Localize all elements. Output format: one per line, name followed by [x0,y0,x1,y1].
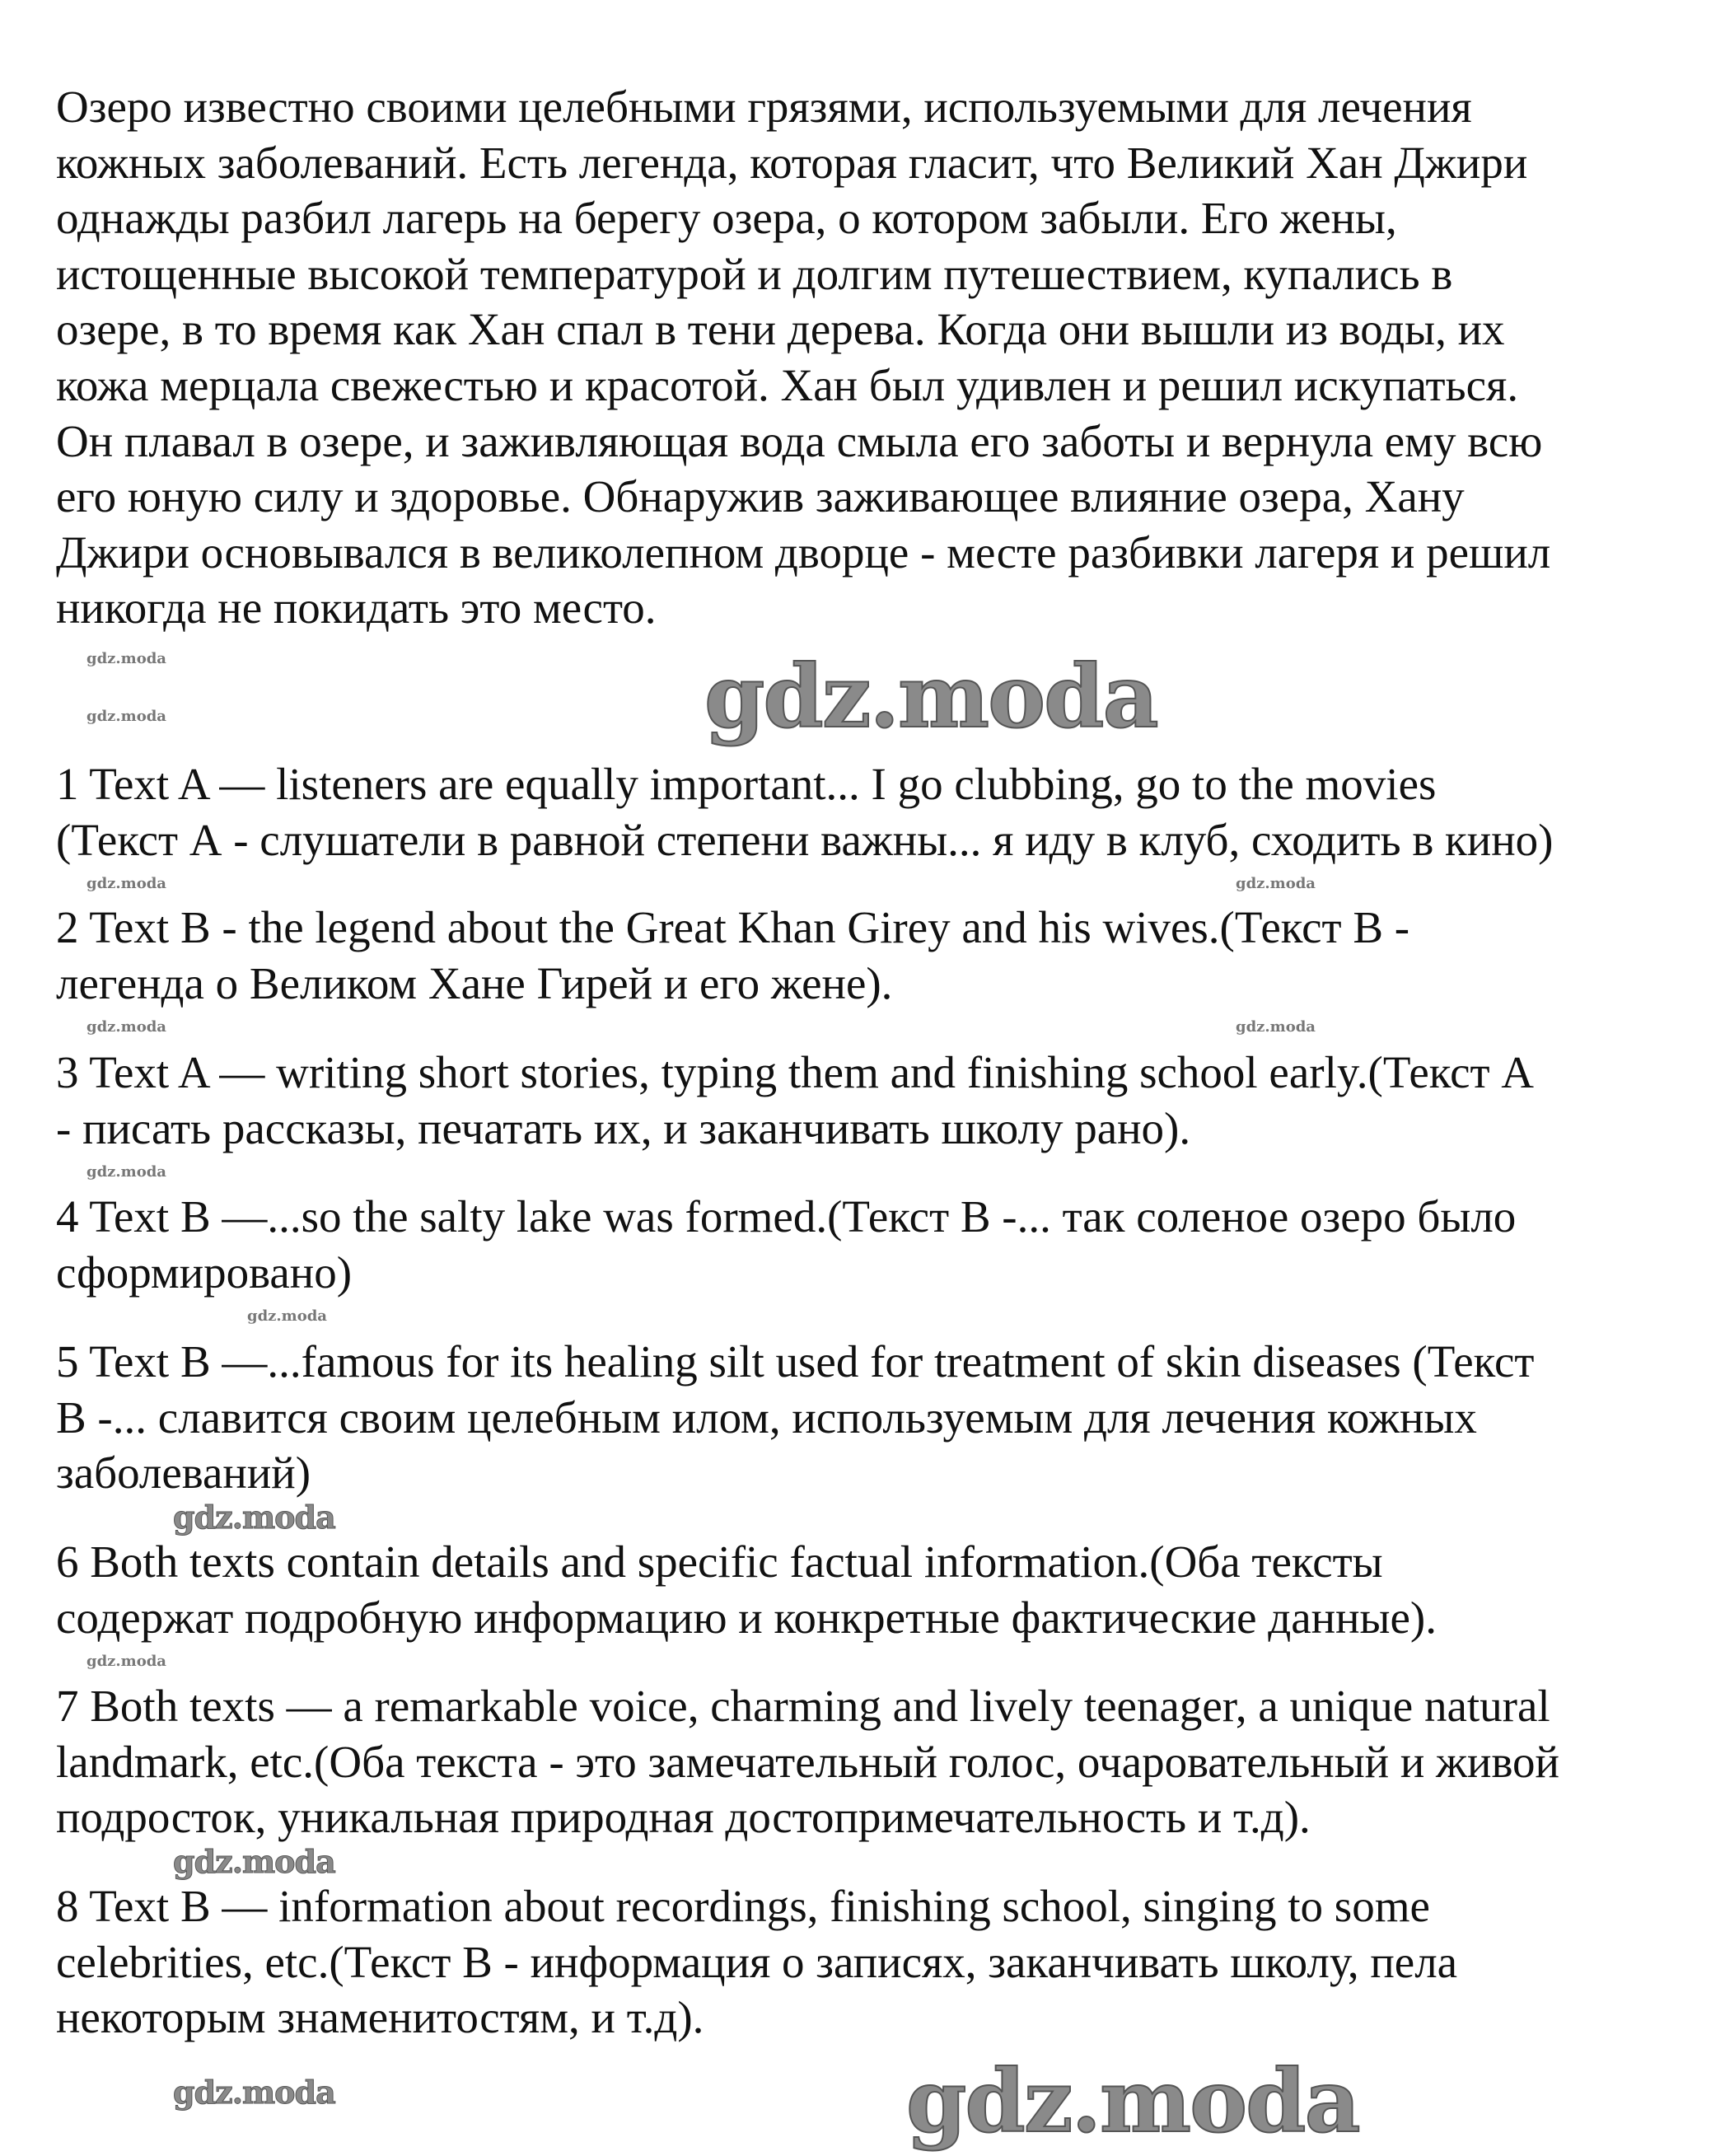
answer-line: 6 Both texts contain details and specific factual information.(Оба тексты [56,1536,1383,1587]
answer-line: сформировано) [56,1246,353,1298]
watermark: gdz.moda [173,1499,335,1536]
answer-line: 5 Text B —...famous for its healing silt used for treatment of skin diseases (Текст [56,1336,1535,1387]
answer-line: 4 Text B —...so the salty lake was formed.(Текст В -... так соленое озеро было [56,1191,1517,1242]
watermark: gdz.moda [86,650,166,667]
watermark: gdz.moda [906,2050,1359,2152]
paragraph-line: Озеро известно своими целебными грязями, используемыми для лечения [56,82,1472,132]
paragraph-line: Он плавал в озере, и заживляющая вода смыла его заботы и вернула ему всю [56,415,1543,466]
paragraph-line: кожа мерцала свежестью и красотой. Хан был удивлен и решил искупаться. [56,360,1519,410]
answer-line: celebrities, etc.(Текст В - информация о записях, заканчивать школу, пела [56,1936,1458,1987]
paragraph-line: Джири основывался в великолепном дворце - месте разбивки лагеря и решил [56,526,1551,578]
paragraph-line: истощенные высокой температурой и долгим путешествием, купались в [56,248,1453,299]
answer-line: 1 Text A — listeners are equally important... I go clubbing, go to the movies [56,759,1437,809]
answer-line: некоторым знаменитостям, и т.д). [56,1992,704,2043]
watermark: gdz.moda [1236,875,1316,892]
answer-line: 2 Text B - the legend about the Great Khan Girey and his wives.(Текст В - [56,902,1410,952]
paragraph-line: кожных заболеваний. Есть легенда, которая гласит, что Великий Хан Джири [56,137,1528,188]
answer-line: - писать рассказы, печатать их, и заканчивать школу рано). [56,1102,1191,1153]
watermark: gdz.moda [173,1843,335,1880]
paragraph-line: никогда не покидать это место. [56,582,657,634]
answer-line: 7 Both texts — a remarkable voice, charming and lively teenager, a unique natural [56,1681,1550,1731]
answer-line: landmark, etc.(Оба текста - это замечательный голос, очаровательный и живой [56,1736,1559,1787]
watermark: gdz.moda [173,2074,335,2111]
paragraph-line: однажды разбил лагерь на берегу озера, о котором забыли. Его жены, [56,193,1397,244]
answer-line: легенда о Великом Хане Гирей и его жене). [56,957,893,1008]
watermark: gdz.moda [1236,1018,1316,1036]
watermark: gdz.moda [86,1163,166,1181]
answer-line: 3 Text A — writing short stories, typing them and finishing school early.(Текст А [56,1047,1535,1097]
watermark: gdz.moda [86,875,166,892]
paragraph-line: озере, в то время как Хан спал в тени дерева. Когда они вышли из воды, их [56,304,1505,355]
watermark: gdz.moda [86,1018,166,1036]
watermark: gdz.moda [704,645,1157,747]
paragraph-line: его юную силу и здоровье. Обнаружив заживающее влияние озера, Хану [56,471,1465,522]
answer-line: (Текст А - слушатели в равной степени важны... я иду в клуб, сходить в кино) [56,814,1554,865]
answer-line: подросток, уникальная природная достопримечательность и т.д). [56,1792,1311,1843]
answer-line: В -... славится своим целебным илом, используемым для лечения кожных [56,1391,1477,1443]
watermark: gdz.moda [86,708,166,725]
watermark: gdz.moda [247,1307,327,1325]
answer-line: содержат подробную информацию и конкретные фактические данные). [56,1592,1437,1643]
watermark: gdz.moda [86,1653,166,1670]
answer-line: заболеваний) [56,1447,311,1499]
answer-line: 8 Text B — information about recordings, finishing school, singing to some [56,1881,1430,1931]
